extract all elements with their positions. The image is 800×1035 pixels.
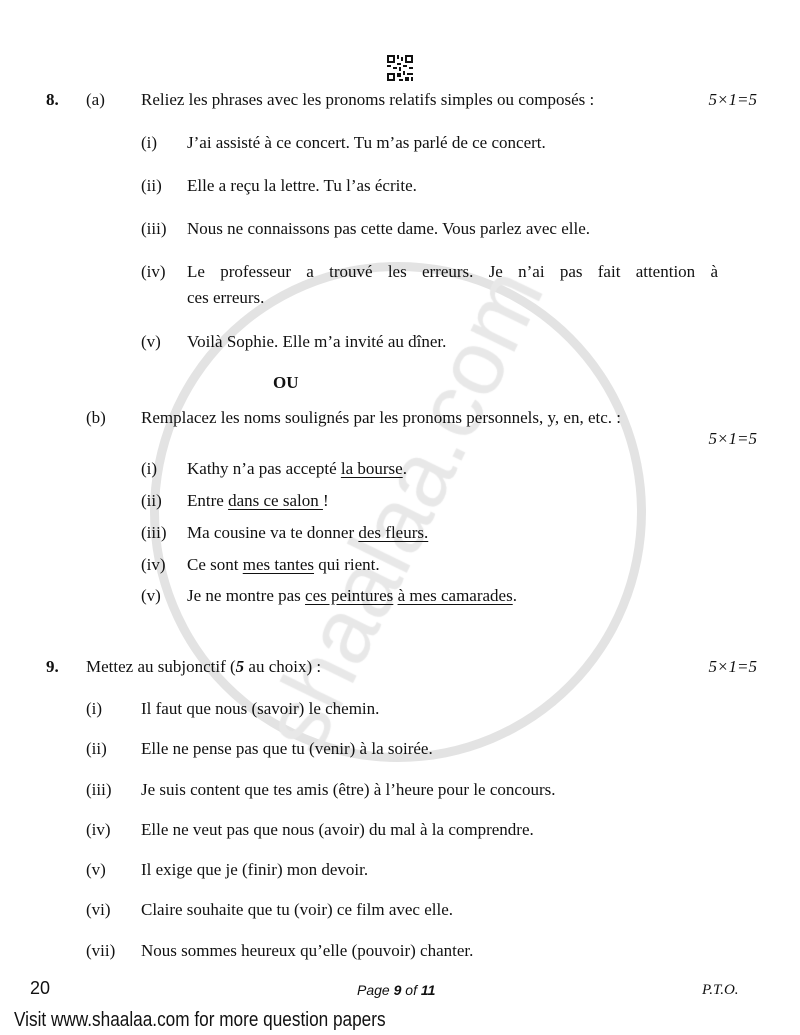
text: .	[402, 459, 407, 478]
item-text: Claire souhaite que tu (voir) ce film avec elle.	[141, 900, 454, 919]
underlined-noun: ces peintures	[305, 586, 394, 605]
underlined-noun: la bourse	[340, 459, 403, 478]
marks: 5×1=5	[708, 657, 757, 676]
qr-code-icon	[387, 55, 413, 81]
item-label: (v)	[141, 586, 161, 605]
item-label: (vii)	[86, 941, 116, 960]
item-text: Le professeur a trouvé les erreurs. Je n’ai pas fait attention à	[187, 262, 718, 281]
text: Entre	[187, 491, 229, 510]
item-label: (i)	[141, 459, 158, 478]
item-label: (ii)	[141, 491, 162, 510]
item-text	[187, 459, 407, 479]
item-label: (iii)	[141, 523, 167, 542]
text: Je ne montre pas	[187, 586, 306, 605]
page-number	[357, 981, 435, 999]
text: of	[401, 982, 421, 998]
item-text: Elle a reçu la lettre. Tu l’as écrite.	[187, 176, 417, 195]
item-text: J’ai assisté à ce concert. Tu m’as parlé de ce concert.	[187, 133, 546, 152]
pto-label: P.T.O.	[702, 982, 739, 998]
item-text	[187, 523, 428, 543]
text: Ce sont	[187, 555, 243, 574]
current-page: 9	[393, 982, 402, 998]
choice-count: 5	[235, 657, 245, 676]
paper-code: 20	[30, 978, 51, 998]
item-text-continued: ces erreurs.	[187, 288, 265, 307]
text: qui rient.	[314, 555, 380, 574]
underlined-noun: dans ce salon	[228, 491, 323, 510]
item-text: Elle ne veut pas que nous (avoir) du mal à la comprendre.	[141, 820, 534, 839]
item-label: (iv)	[141, 555, 166, 574]
item-text: Il exige que je (finir) mon devoir.	[141, 860, 369, 879]
item-text: Je suis content que tes amis (être) à l’heure pour le concours.	[141, 780, 556, 799]
marks: 5×1=5	[708, 429, 757, 448]
item-label: (iii)	[86, 780, 112, 799]
instruction: Remplacez les noms soulignés par les pronoms personnels, y, en, etc. :	[141, 408, 621, 427]
item-text: Il faut que nous (savoir) le chemin.	[141, 699, 380, 718]
underlined-noun: des fleurs.	[358, 523, 429, 542]
item-text	[187, 555, 380, 575]
question-number: 9.	[46, 657, 59, 676]
part-label: (b)	[86, 408, 106, 427]
underlined-noun: mes tantes	[242, 555, 315, 574]
item-label: (i)	[141, 133, 158, 152]
or-separator: OU	[273, 373, 299, 392]
item-text: Nous ne connaissons pas cette dame. Vous parlez avec elle.	[187, 219, 590, 238]
visit-link[interactable]: Visit www.shaalaa.com for more question papers	[14, 1009, 386, 1031]
item-text	[187, 491, 329, 511]
item-text: Elle ne pense pas que tu (venir) à la soirée.	[141, 739, 433, 758]
text: Kathy n’a pas accepté	[187, 459, 341, 478]
text: !	[322, 491, 329, 510]
item-label: (i)	[86, 699, 103, 718]
text: .	[512, 586, 517, 605]
item-label: (ii)	[141, 176, 162, 195]
text: Mettez au subjonctif (	[86, 657, 236, 676]
item-text	[187, 586, 517, 606]
item-label: (iv)	[141, 262, 166, 281]
question-number: 8.	[46, 90, 59, 109]
item-label: (iv)	[86, 820, 111, 839]
instruction	[86, 657, 321, 677]
item-label: (v)	[141, 332, 161, 351]
text: Page	[357, 982, 394, 998]
item-label: (vi)	[86, 900, 111, 919]
underlined-noun: à mes camarades	[397, 586, 513, 605]
item-label: (v)	[86, 860, 106, 879]
total-pages: 11	[420, 982, 436, 998]
text: Ma cousine va te donner	[187, 523, 359, 542]
item-text: Voilà Sophie. Elle m’a invité au dîner.	[187, 332, 447, 351]
marks: 5×1=5	[708, 90, 757, 109]
item-label: (iii)	[141, 219, 167, 238]
item-label: (ii)	[86, 739, 107, 758]
text: au choix) :	[244, 657, 322, 676]
item-text: Nous sommes heureux qu’elle (pouvoir) chanter.	[141, 941, 474, 960]
part-label: (a)	[86, 90, 105, 109]
instruction: Reliez les phrases avec les pronoms relatifs simples ou composés :	[141, 90, 595, 109]
